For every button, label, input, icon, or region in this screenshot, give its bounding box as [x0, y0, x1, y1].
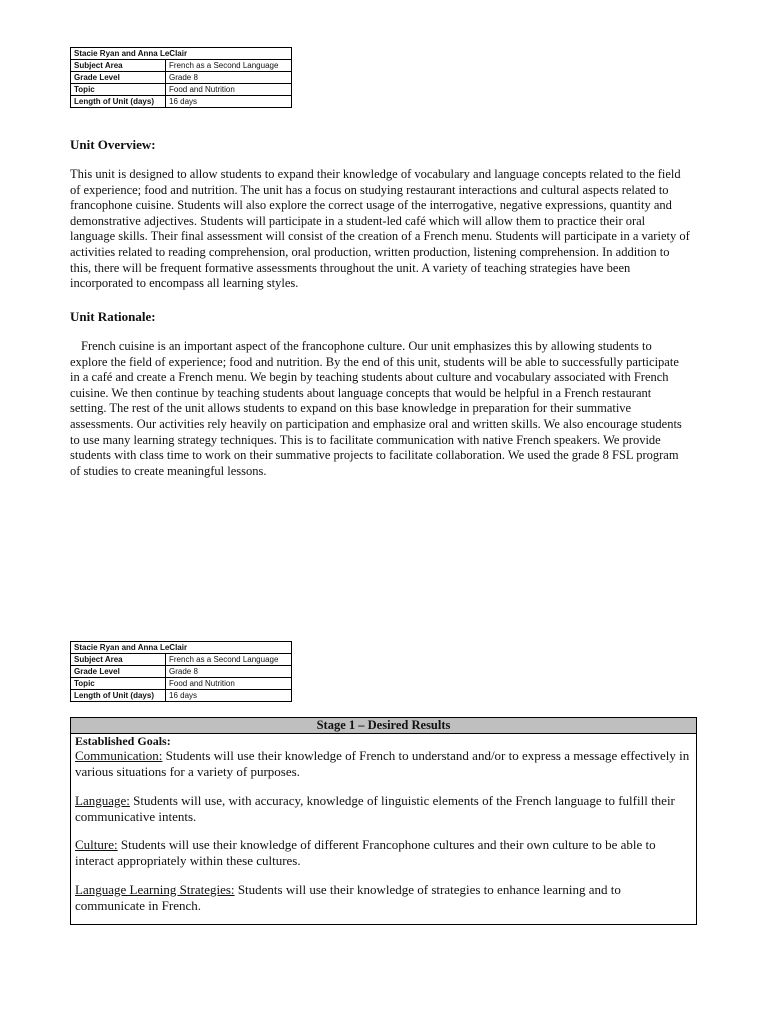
- row-value: 16 days: [166, 96, 292, 108]
- goal-name: Communication:: [75, 748, 163, 763]
- unit-overview-heading: Unit Overview:: [70, 137, 156, 152]
- table-row: [71, 84, 292, 96]
- table-row: [71, 666, 292, 678]
- authors-cell: Stacie Ryan and Anna LeClair: [71, 48, 292, 60]
- row-value: French as a Second Language: [166, 60, 292, 72]
- row-label: Topic: [71, 84, 166, 96]
- table-row: [71, 96, 292, 108]
- goal-name: Culture:: [75, 837, 118, 853]
- table-row: [71, 678, 292, 690]
- authors-row: [71, 642, 292, 654]
- unit-rationale-text: French cuisine is an important aspect of the francophone culture. Our unit emphasizes this by allowing students to explore the field of experience; food and nutrition. By the end of this unit, students will be able to successfully participate in a café and create a French menu. We begin by teaching students about culture and vocabulary associated with French cuisine. We then continue by teaching students about language concepts that would be helpful in a French restaurant setting. The rest of the unit allows students to expand on this base knowledge in preparation for their summative assessments. Our activities rely heavily on participation and emphasize oral and written skills. We also encourage students to use many learning strategy techniques. This is to facilitate communication with native French speakers. We provide students with class time to work on their summative projects to facilitate collaboration. We used the grade 8 FSL program of studies to create meaningful lessons.: [70, 339, 682, 478]
- goal-culture: [75, 837, 692, 870]
- table-row: [71, 654, 292, 666]
- row-label: Subject Area: [71, 654, 166, 666]
- row-label: Subject Area: [71, 60, 166, 72]
- row-label: Length of Unit (days): [71, 690, 166, 702]
- row-label: Grade Level: [71, 72, 166, 84]
- established-goals-label: Established Goals:: [75, 734, 171, 748]
- goal-language-learning-strategies: [75, 882, 692, 915]
- authors-cell: Stacie Ryan and Anna LeClair: [71, 642, 292, 654]
- stage1-title: Stage 1 – Desired Results: [71, 718, 696, 734]
- authors-row: [71, 48, 292, 60]
- row-value: Food and Nutrition: [166, 84, 292, 96]
- goal-text: Students will use their knowledge of different Francophone cultures and their own culture to be able to interact appropriately within these cultures.: [75, 837, 656, 869]
- row-label: Length of Unit (days): [71, 96, 166, 108]
- row-value: Grade 8: [166, 666, 292, 678]
- stage1-body: [71, 734, 696, 914]
- goal-text: Students will use, with accuracy, knowledge of linguistic elements of the French language to fulfill their communicative intents.: [75, 792, 675, 824]
- table-row: [71, 72, 292, 84]
- goal-text: Students will use their knowledge of strategies to enhance learning and to communicate in French.: [75, 881, 621, 914]
- goal-language: [75, 793, 692, 826]
- goal-text: Students will use their knowledge of French to understand and/or to express a message effectively in various situations for a variety of purposes.: [75, 748, 690, 780]
- unit-overview-text: This unit is designed to allow students to expand their knowledge of vocabulary and language concepts related to the field of experience; food and nutrition. The unit has a focus on studying restaurant interactions and cultural aspects related to francophone cuisine. Students will also explore the correct usage of the interrogative, negative expressions, quantity and demonstrative adjectives. Students will participate in a student-led café which will allow them to practice their oral language skills. Their final assessment will consist of the creation of a French menu. Students will participate in a variety of activities related to reading comprehension, oral production, written production, listening comprehension. In addition to this, there will be frequent formative assessments throughout the unit. A variety of teaching strategies have been incorporated to encompass all learning styles.: [70, 167, 690, 291]
- stage1-desired-results-box: [70, 717, 697, 925]
- row-value: Food and Nutrition: [166, 678, 292, 690]
- table-row: [71, 60, 292, 72]
- row-value: 16 days: [166, 690, 292, 702]
- goal-name: Language:: [75, 792, 130, 808]
- row-label: Grade Level: [71, 666, 166, 678]
- row-label: Topic: [71, 678, 166, 690]
- goal-communication: [75, 748, 692, 781]
- row-value: French as a Second Language: [166, 654, 292, 666]
- row-value: Grade 8: [166, 72, 292, 84]
- goal-name: Language Learning Strategies:: [75, 881, 235, 897]
- unit-rationale-heading: Unit Rationale:: [70, 309, 156, 324]
- unit-info-table: [70, 47, 292, 108]
- unit-info-table-repeat: [70, 641, 292, 702]
- table-row: [71, 690, 292, 702]
